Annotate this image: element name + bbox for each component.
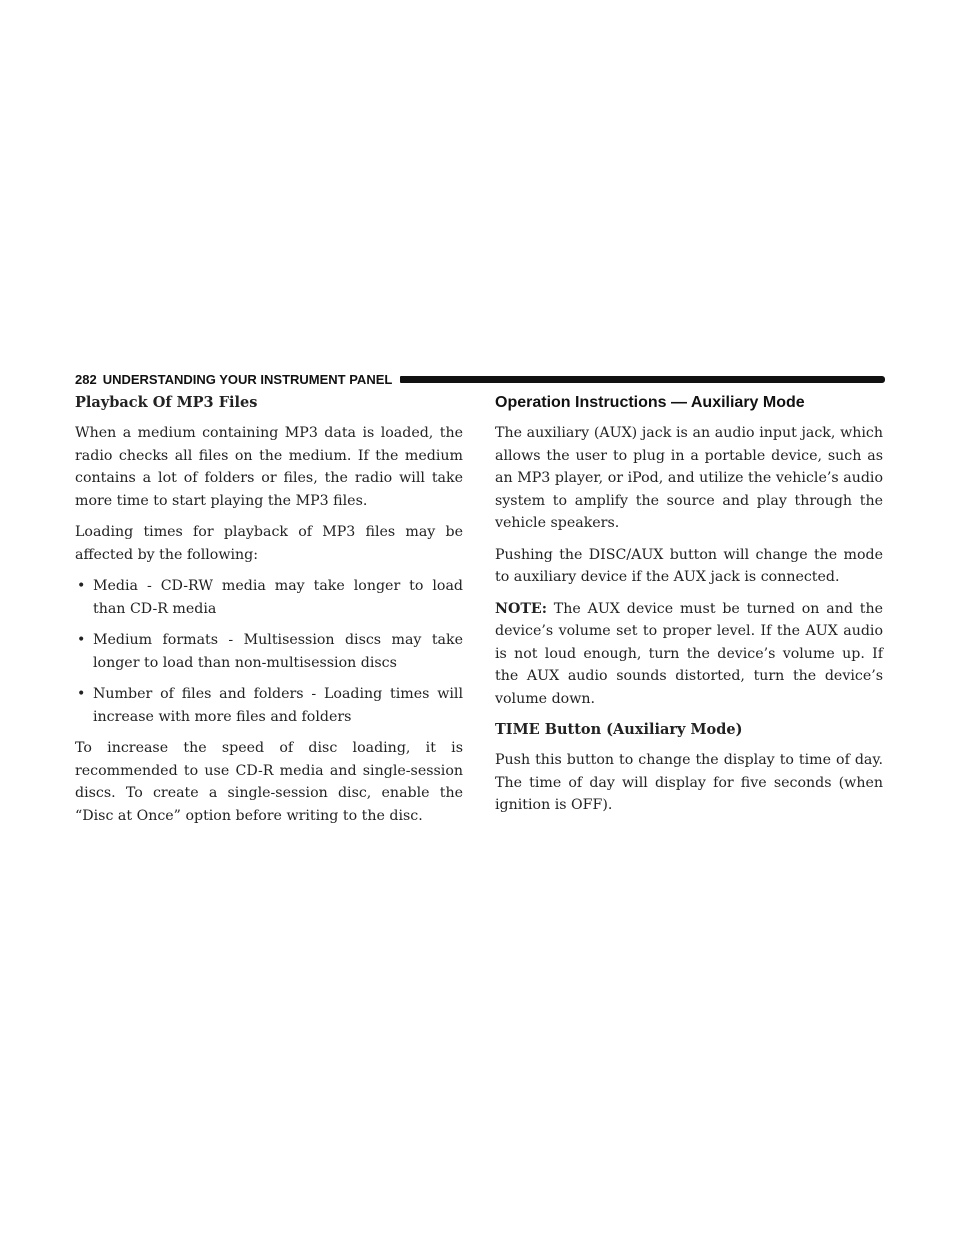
paragraph: Push this button to change the display to time of day. The time of day will display for five seconds (when ignition is OFF). bbox=[495, 752, 883, 813]
paragraph: The auxiliary (AUX) jack is an audio input jack, which allows the user to plug in a portable device, such as an MP3 player, or iPod, and utilize the vehicle’s audio system to amplify the source and play through the vehicle speakers. bbox=[495, 425, 883, 531]
list-item: • Number of files and folders - Loading times will increase with more files and folders bbox=[75, 683, 463, 728]
left-column bbox=[75, 392, 463, 836]
paragraph: When a medium containing MP3 data is loaded, the radio checks all files on the medium. If the medium contains a lot of folders or files, the radio will take more time to start playing the MP3 files. bbox=[75, 425, 463, 509]
bullet-icon: • bbox=[77, 632, 86, 648]
bullet-icon: • bbox=[77, 686, 86, 702]
header-rule bbox=[400, 376, 885, 383]
bullet-icon: • bbox=[77, 578, 86, 594]
time-button-heading: TIME Button (Auxiliary Mode) bbox=[495, 721, 743, 738]
section-title: UNDERSTANDING YOUR INSTRUMENT PANEL bbox=[102, 371, 393, 387]
loading-factors-list bbox=[75, 575, 463, 728]
note-label: NOTE: bbox=[495, 600, 547, 617]
aux-mode-heading: Operation Instructions — Auxiliary Mode bbox=[495, 394, 805, 411]
list-item: • Medium formats - Multisession discs may take longer to load than non-multisession discs bbox=[75, 629, 463, 674]
list-item: • Media - CD-RW media may take longer to load than CD-R media bbox=[75, 575, 463, 620]
note-text: The AUX device must be turned on and the device’s volume set to proper level. If the AUX audio is not loud enough, turn the device’s volume up. If the AUX audio sounds distorted, turn the device’s volume down. bbox=[495, 600, 883, 707]
page-number: 282 bbox=[75, 371, 97, 387]
paragraph: To increase the speed of disc loading, it is recommended to use CD-R media and single-session discs. To create a single-session disc, enable the “Disc at Once” option before writing to the disc. bbox=[75, 740, 463, 824]
paragraph: Pushing the DISC/AUX button will change the mode to auxiliary device if the AUX jack is connected. bbox=[495, 546, 883, 585]
right-column bbox=[495, 392, 883, 826]
note-paragraph bbox=[495, 598, 883, 711]
mp3-playback-heading: Playback Of MP3 Files bbox=[75, 394, 258, 411]
page-header bbox=[75, 371, 885, 387]
paragraph: Loading times for playback of MP3 files may be affected by the following: bbox=[75, 524, 463, 563]
